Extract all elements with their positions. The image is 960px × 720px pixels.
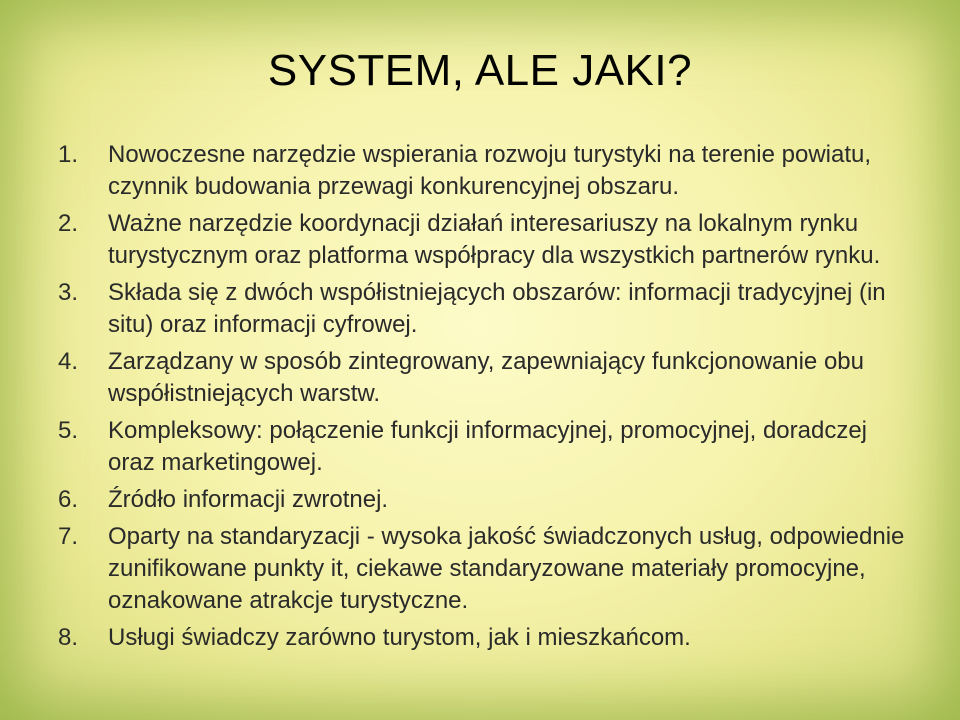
list-item-text: Nowoczesne narzędzie wspierania rozwoju turystyki na terenie powiatu, czynnik budowania przewagi konkurencyjnej obszaru. xyxy=(108,141,872,200)
list-item xyxy=(58,622,918,654)
list-item-number: 7. xyxy=(58,523,79,550)
list-item-number: 6. xyxy=(58,486,79,513)
list-item-text: Kompleksowy: połączenie funkcji informacyjnej, promocyjnej, doradczej oraz marketingowej. xyxy=(108,417,868,476)
list-item xyxy=(58,415,918,479)
list-item-number: 2. xyxy=(58,210,79,237)
list-item-text: Usługi świadczy zarówno turystom, jak i mieszkańcom. xyxy=(108,624,691,651)
list-item-text: Źródło informacji zwrotnej. xyxy=(108,486,389,513)
list-item-number: 8. xyxy=(58,624,79,651)
list-item-text: Ważne narzędzie koordynacji działań interesariuszy na lokalnym rynku turystycznym oraz platforma współpracy dla wszystkich partnerów rynku. xyxy=(108,210,881,269)
list-item xyxy=(58,139,918,203)
list-item-number: 3. xyxy=(58,279,79,306)
list-item xyxy=(58,277,918,341)
list-item xyxy=(58,208,918,272)
list-item-number: 4. xyxy=(58,348,79,375)
list-item-text: Zarządzany w sposób zintegrowany, zapewniający funkcjonowanie obu współistniejących warstw. xyxy=(108,348,864,407)
list-item xyxy=(58,521,918,617)
numbered-list xyxy=(58,139,918,659)
list-item xyxy=(58,484,918,516)
list-item-text: Składa się z dwóch współistniejących obszarów: informacji tradycyjnej (in situ) oraz informacji cyfrowej. xyxy=(108,279,886,338)
list-item-number: 5. xyxy=(58,417,79,444)
list-item-text: Oparty na standaryzacji - wysoka jakość świadczonych usług, odpowiednie zunifikowane punkty it, ciekawe standaryzowane materiały promocyjne, oznakowane atrakcje turystyczne. xyxy=(108,523,905,614)
list-item xyxy=(58,346,918,410)
list-item-number: 1. xyxy=(58,141,79,168)
slide-title: SYSTEM, ALE JAKI? xyxy=(267,46,693,95)
